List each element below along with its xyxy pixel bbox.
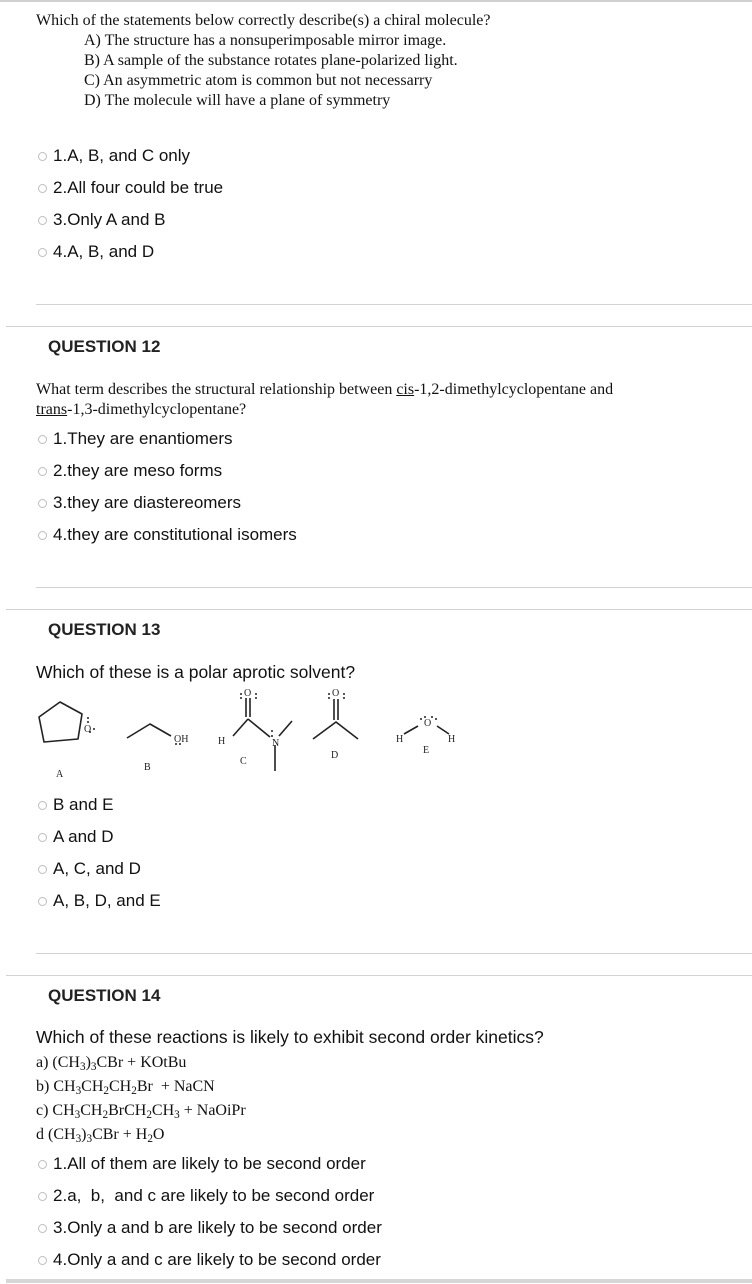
q12-option-4[interactable]	[38, 524, 297, 546]
option-number: 3.	[53, 493, 68, 512]
radio-button[interactable]	[38, 184, 47, 193]
radio-button[interactable]	[38, 1224, 47, 1233]
top-border	[0, 0, 752, 2]
option-number: 1.	[53, 429, 68, 448]
reaction-c: c) $CH_3CH_2BrCH_2CH_3$ + NaOiPr	[36, 1102, 246, 1121]
option-number: 1.	[53, 1154, 68, 1173]
radio-button[interactable]	[38, 499, 47, 508]
option-label: a, b, and c are likely to be second order	[67, 1186, 375, 1205]
option-number: 4.	[53, 1250, 68, 1269]
question-14-heading: QUESTION 14	[48, 986, 161, 1005]
divider	[36, 953, 752, 954]
question-14-text: Which of these reactions is likely to exhibit second order kinetics?	[36, 1027, 544, 1047]
bottom-divider	[6, 1279, 752, 1283]
structure-label-c: C	[240, 756, 247, 767]
q11-option-3[interactable]	[38, 209, 165, 231]
option-label: they are diastereomers	[67, 493, 242, 512]
question-13-heading: QUESTION 13	[48, 620, 161, 639]
option-label: Only A and B	[67, 210, 166, 229]
q13-option-4[interactable]	[38, 890, 161, 912]
divider	[6, 609, 752, 610]
option-number: 4.	[53, 525, 68, 544]
option-label: A, B, and D	[67, 242, 155, 261]
dmf-nitrogen-label: N	[272, 738, 280, 749]
q14-option-3[interactable]	[38, 1217, 382, 1239]
option-number: 2.	[53, 1186, 68, 1205]
atom-o-acetone: O	[332, 688, 340, 699]
ethanol-chain	[127, 724, 171, 738]
option-number: 2.	[53, 178, 68, 197]
q11-option-4[interactable]	[38, 241, 154, 263]
atom-o-dmf: O	[244, 688, 252, 699]
reaction-b: b) $CH_3CH_2CH_2Br$ + NaCN	[36, 1078, 215, 1097]
option-label: Only a and c are likely to be second order	[67, 1250, 381, 1269]
option-number: 3.	[53, 1218, 68, 1237]
q12-option-2[interactable]	[38, 460, 222, 482]
hydroxyl-label: OH	[174, 734, 189, 745]
structure-label-b: B	[144, 762, 151, 773]
structure-label-e: E	[423, 745, 430, 756]
q13-option-2[interactable]	[38, 826, 114, 848]
divider	[36, 304, 752, 305]
q13-option-3[interactable]	[38, 858, 141, 880]
reaction-a: a) $(CH_3)_3CBr$ + KOtBu	[36, 1054, 187, 1073]
option-label: they are meso forms	[67, 461, 223, 480]
q11-option-2[interactable]	[38, 177, 223, 199]
statement-b: B) A sample of the substance rotates plane-polarized light.	[84, 52, 458, 69]
radio-button[interactable]	[38, 1192, 47, 1201]
radio-button[interactable]	[38, 1256, 47, 1265]
q11-option-1[interactable]	[38, 145, 190, 167]
q14-option-1[interactable]	[38, 1153, 366, 1175]
question-12-heading: QUESTION 12	[48, 337, 161, 356]
radio-button[interactable]	[38, 897, 47, 906]
divider	[6, 975, 752, 976]
q13-option-1[interactable]	[38, 794, 114, 816]
atom-o-thf: O	[84, 724, 92, 735]
dmf-hydrogen-label: H	[218, 736, 226, 747]
option-label: A, B, and C only	[67, 146, 191, 165]
option-number: 1.	[53, 146, 68, 165]
option-label: they are constitutional isomers	[67, 525, 297, 544]
reaction-d: d $(CH_3)_3CBr + H_2O$	[36, 1126, 165, 1145]
q14-option-2[interactable]	[38, 1185, 374, 1207]
structure-label-d: D	[331, 750, 339, 761]
radio-button[interactable]	[38, 467, 47, 476]
water-hydrogen-left: H	[396, 734, 404, 745]
option-label: All four could be true	[67, 178, 224, 197]
divider	[6, 326, 752, 327]
question-11-stem: Which of the statements below correctly describe(s) a chiral molecule?	[36, 12, 491, 29]
question-13-text: Which of these is a polar aprotic solvent?	[36, 662, 356, 682]
option-label: B and E	[53, 795, 114, 814]
radio-button[interactable]	[38, 1160, 47, 1169]
radio-button[interactable]	[38, 801, 47, 810]
atom-o-water: O	[424, 718, 432, 729]
radio-button[interactable]	[38, 833, 47, 842]
option-label: A, B, D, and E	[53, 891, 161, 910]
divider	[36, 587, 752, 588]
option-number: 3.	[53, 210, 68, 229]
statement-c: C) An asymmetric atom is common but not necessarry	[84, 72, 433, 89]
option-label: A, C, and D	[53, 859, 141, 878]
radio-button[interactable]	[38, 531, 47, 540]
statement-d: D) The molecule will have a plane of symmetry	[84, 92, 391, 109]
radio-button[interactable]	[38, 865, 47, 874]
q12-option-3[interactable]	[38, 492, 241, 514]
option-label: All of them are likely to be second order	[67, 1154, 366, 1173]
option-number: 2.	[53, 461, 68, 480]
structure-label-a: A	[56, 769, 64, 780]
option-label: A and D	[53, 827, 114, 846]
water-hydrogen-right: H	[448, 734, 456, 745]
solvent-structures-figure	[30, 684, 470, 784]
q14-option-4[interactable]	[38, 1249, 381, 1271]
statement-a: A) The structure has a nonsuperimposable mirror image.	[84, 32, 447, 49]
radio-button[interactable]	[38, 152, 47, 161]
radio-button[interactable]	[38, 216, 47, 225]
q12-option-1[interactable]	[38, 428, 233, 450]
option-label: They are enantiomers	[67, 429, 233, 448]
radio-button[interactable]	[38, 435, 47, 444]
question-12-text: What term describes the structural relationship between cis-1,2-dimethylcyclopentane and trans-1,3-dimethylcyclopentane?	[36, 381, 614, 418]
thf-ring	[39, 702, 82, 742]
radio-button[interactable]	[38, 248, 47, 257]
option-label: Only a and b are likely to be second order	[67, 1218, 382, 1237]
option-number: 4.	[53, 242, 68, 261]
